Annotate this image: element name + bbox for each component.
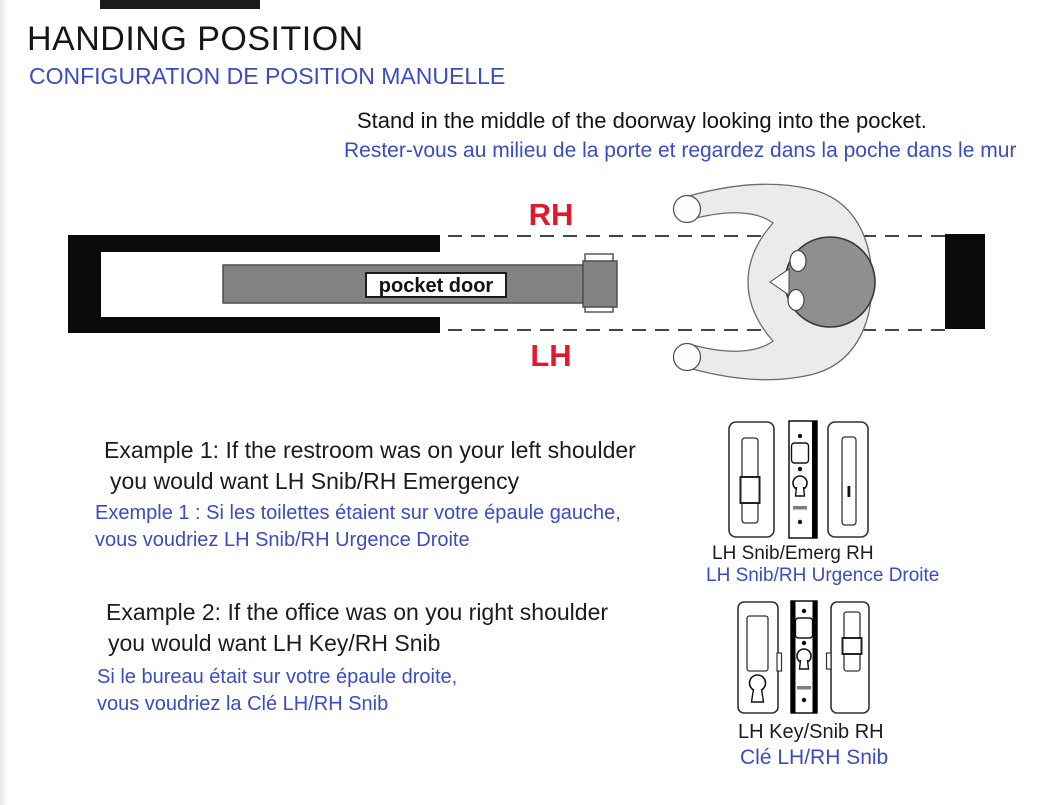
- key-plate-lh: [738, 602, 782, 713]
- instruction-en: Stand in the middle of the doorway looking into the pocket.: [357, 108, 927, 133]
- hardware1-caption-en: LH Snib/Emerg RH: [712, 543, 874, 564]
- door-end-stile: [583, 261, 617, 307]
- hardware2-caption-fr: Clé LH/RH Snib: [740, 746, 889, 769]
- hardware-diagram-snib-emerg: [700, 415, 900, 540]
- example2-fr-line2: vous voudriez la Clé LH/RH Snib: [97, 693, 389, 715]
- example2-en-line1: Example 2: If the office was on you right shoulder: [106, 599, 609, 625]
- edge-plate-1: [789, 421, 817, 538]
- top-edge-artifact: [100, 0, 260, 9]
- example1-fr-line1: Exemple 1 : Si les toilettes étaient sur votre épaule gauche,: [95, 502, 621, 524]
- example1-fr-line2: vous voudriez LH Snib/RH Urgence Droite: [95, 529, 470, 551]
- right-wall: [945, 234, 985, 329]
- person-ear-top: [790, 251, 806, 272]
- person-hand-bottom: [674, 344, 701, 371]
- person-ear-bottom: [788, 290, 804, 311]
- example1-en-line2: you would want LH Snib/RH Emergency: [110, 468, 520, 494]
- handing-diagram: [0, 180, 1049, 400]
- hardware-diagram-key-snib: [715, 595, 915, 720]
- person-hand-top: [674, 196, 701, 223]
- hardware1-caption-fr: LH Snib/RH Urgence Droite: [706, 565, 940, 586]
- instruction-fr: Rester-vous au milieu de la porte et regardez dans la poche dans le mur: [344, 139, 1017, 162]
- example1-en-line1: Example 1: If the restroom was on your left shoulder: [104, 437, 636, 463]
- person-figure: [674, 184, 876, 379]
- page-subtitle-fr: CONFIGURATION DE POSITION MANUELLE: [29, 63, 506, 89]
- page-title: HANDING POSITION: [27, 20, 364, 58]
- left-edge-shading: [0, 0, 8, 805]
- hardware2-caption-en: LH Key/Snib RH: [738, 721, 884, 743]
- emergency-plate-rh: [828, 422, 868, 537]
- example2-fr-line1: Si le bureau était sur votre épaule droite,: [97, 666, 458, 688]
- door-label-text: pocket door: [378, 275, 494, 297]
- edge-plate-2: [791, 601, 817, 713]
- snib-plate-rh: [827, 602, 870, 713]
- example2-en-line2: you would want LH Key/RH Snib: [108, 630, 441, 656]
- lh-label: LH: [530, 338, 572, 373]
- snib-plate-lh: [729, 422, 774, 537]
- rh-label: RH: [528, 197, 574, 232]
